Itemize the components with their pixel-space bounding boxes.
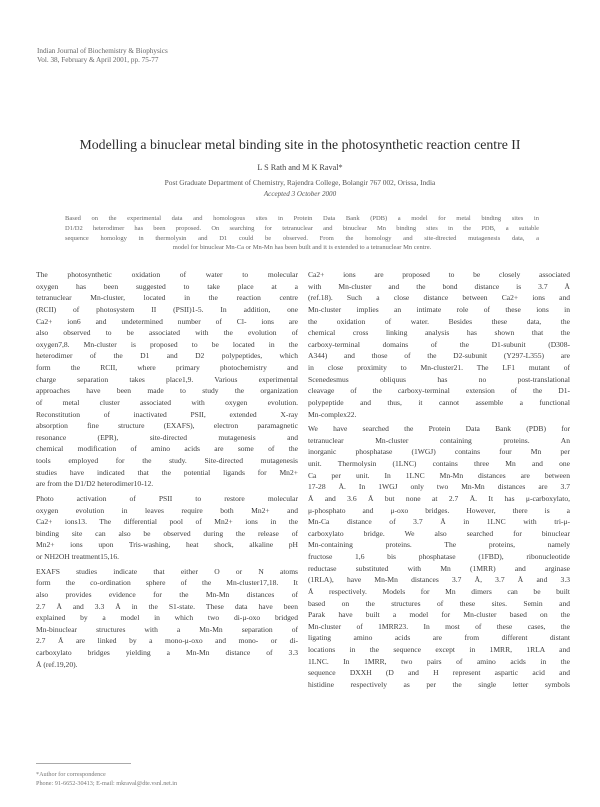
text-line: form the RCII, where primary photochemistry and	[36, 363, 298, 372]
journal-issue: Vol. 38, February & April 2001, pp. 75-77	[37, 56, 159, 65]
text-line: inorganic phosphatase (1WGJ) contains four Mn per	[308, 447, 570, 457]
abstract	[65, 214, 539, 253]
text-line: Mn-Ca distance of 3.7 Å in 1LNC with tri-μ-	[308, 517, 570, 527]
text-line: carboxylato bridge. We also searched for binuclear	[308, 528, 570, 538]
text-line: 1LNC. In 1MRR, two pairs of amino acids in the	[308, 656, 570, 666]
text-line: fructose 1,6 bis phosphatase (1FBD), ribonucleotide	[308, 552, 570, 561]
footnote-corresponding: *Author for correspondence	[36, 771, 106, 778]
text-line: (ref.18). Such a close distance between Ca2+ ions and	[308, 293, 570, 303]
text-line: based on the structures of these sites. Semin and	[308, 598, 570, 608]
text-line: heterodimer of the D1 and D2 polypeptides, which	[36, 351, 298, 361]
text-line: Mn-containing proteins. The proteins, namely	[308, 540, 570, 550]
abstract-line: Based on the experimental data and homologous sites in Protein Data Bank (PDB) a model for metal binding sites in	[65, 215, 539, 222]
text-line: carboxy-terminal domains of the D1-subunit (D308-	[308, 339, 570, 349]
text-line: or NH2OH treatment15,16.	[36, 552, 119, 561]
text-line: 17-28 Å. In 1WGJ only two Mn-Mn distances are 3.7	[308, 482, 570, 492]
text-line: sequence DXXH (D and H represent aspartic acid and	[308, 668, 570, 678]
body-column-left	[36, 269, 298, 670]
text-line: EXAFS studies indicate that either O or N atoms	[36, 566, 298, 576]
text-line: absorption fine structure (EXAFS), electron paramagnetic	[36, 421, 298, 431]
journal-header	[37, 47, 168, 66]
text-line: Mn-binuclear structures with a Mn-Mn separation of	[36, 624, 298, 634]
footnote-rule	[36, 763, 131, 764]
text-line: resonance (EPR), site-directed mutagenesis and	[36, 432, 298, 442]
text-line: Ca2+ ion6 and undetermined number of Cl- ions are	[36, 316, 298, 326]
abstract-line: D1/D2 heterodimer has been proposed. On searching for tetranuclear and binuclear Mn binding sites in the PDB, a suitable	[65, 224, 539, 232]
text-line: 2.7 Å and 3.3 Å in the S1-state. These data have been	[36, 601, 298, 611]
text-line: μ-phosphato and μ-oxo bridges. However, there is a	[308, 505, 570, 515]
text-line: tools employed for the study. Site-directed mutagenesis	[36, 456, 298, 465]
paper-authors: L S Rath and M K Raval*	[257, 163, 343, 172]
text-line: reductase substituted with Mn (1MRR) and arginase	[308, 563, 570, 573]
text-line: tetranuclear Mn-cluster, located in the reaction centre	[36, 293, 298, 303]
text-line: carboxylato bridges yielding a Mn-Mn distance of 3.3	[36, 648, 298, 657]
text-line: Ca2+ ions13. The differential pool of Mn2+ ions in the	[36, 517, 298, 527]
text-line: also provides evidence for the Mn-Mn distances of	[36, 589, 298, 599]
text-line: A344) and those of the D2-subunit (Y297-L355) are	[308, 351, 570, 361]
text-line: cleavage of the carboxy-terminal extension of the D1-	[308, 386, 570, 396]
text-line: Parak have built a model for Mn-cluster based on the	[308, 610, 570, 620]
text-line: charge separation takes place1,9. Various experimental	[36, 374, 298, 384]
text-line: Photo activation of PSII to restore molecular	[36, 493, 298, 503]
text-line: Å and 3.6 Å but none at 2.7 Å. It has μ-carboxylato,	[308, 493, 570, 503]
text-line: chemical modification of amino acids are some of the	[36, 444, 298, 454]
body-column-right	[308, 269, 570, 691]
text-line: Scenedesmus obliquus has no post-translational	[308, 374, 570, 384]
text-line: with Mn-cluster and the bond distance is 3.7 Å	[308, 281, 570, 291]
text-line: Ca per unit. In 1LNC Mn-Mn distances are between	[308, 470, 570, 480]
text-line: 2.7 Å are linked by a mono-μ-oxo and mono- or di-	[36, 636, 298, 646]
text-line: also observed to be associated with the evolution of	[36, 328, 298, 338]
text-line: Mn-cluster implies an intimate role of these ions in	[308, 304, 570, 314]
text-line: oxygen7,8. Mn-cluster is proposed to be located in the	[36, 339, 298, 349]
journal-name: Indian Journal of Biochemistry & Biophysics	[37, 47, 168, 55]
text-line: binding site can also be observed during the release of	[36, 528, 298, 538]
text-line: (RCII) of photosystem II (PSII)1-5. In addition, one	[36, 304, 298, 314]
text-line: studies have indicated that the potential ligands for Mn2+	[36, 467, 298, 477]
text-line: chemical cross linking analysis has shown that the	[308, 328, 570, 338]
text-line: ligating amino acids are from different distant	[308, 633, 570, 643]
text-line: polypeptide and thus, it cannot assemble a functional	[308, 397, 570, 407]
abstract-line: sequence homology in thermolysin and D1 could be observed. From the homology and site-directed mutagenesis data, a	[65, 234, 539, 242]
text-line: oxygen has been suggested to take place at a	[36, 281, 298, 291]
text-line: The photosynthetic oxidation of water to molecular	[36, 270, 298, 279]
text-line: Å (ref.19,20).	[36, 659, 78, 669]
text-line: tetranuclear Mn-cluster containing proteins. An	[308, 435, 570, 445]
abstract-line: model for binuclear Mn-Ca or Mn-Mn has been built and it is extended to a tetranuclear Mn centre.	[172, 244, 432, 252]
text-line: of metal cluster associated with oxygen evolution.	[36, 397, 298, 407]
text-line: Å respectively. Models for Mn dimers can be built	[308, 586, 570, 596]
text-line: in close proximity to Mn-cluster21. The LF1 mutant of	[308, 363, 570, 372]
text-line: Ca2+ ions are proposed to be closely associated	[308, 270, 570, 279]
text-line: form the co-ordination sphere of the Mn-cluster17,18. It	[36, 578, 298, 588]
text-line: approaches have been made to study the organization	[36, 386, 298, 396]
footnote	[36, 770, 177, 788]
text-line: are from the D1/D2 heterodimer10-12.	[36, 479, 154, 489]
paper-title: Modelling a binuclear metal binding site in the photosynthetic reaction centre II	[79, 137, 521, 152]
text-line: the oxidation of water. Besides these data, the	[308, 316, 570, 326]
text-line: locations in the sequence except in 1MRR, 1RLA and	[308, 645, 570, 654]
text-line: Mn-cluster of 1MRR23. In most of these cases, the	[308, 621, 570, 631]
text-line: Mn2+ ions upon Tris-washing, heat shock, alkaline pH	[36, 540, 298, 550]
text-line: Reconstitution of inactivated PSII, extended X-ray	[36, 409, 298, 419]
accepted-date: Accepted 3 October 2000	[263, 190, 337, 198]
text-line: Mn-complex22.	[308, 409, 357, 419]
text-line: explained by a model in which two di-μ-oxo bridged	[36, 613, 298, 623]
author-affiliation: Post Graduate Department of Chemistry, Rajendra College, Bolangir 767 002, Orissa, India	[164, 178, 436, 187]
text-line: (1RLA), have Mn-Mn distances 3.7 Å, 3.7 Å and 3.3	[308, 575, 570, 585]
text-line: histidine respectively as per the single letter symbols	[308, 679, 570, 689]
text-line: oxygen evolution in leaves require both Mn2+ and	[36, 505, 298, 515]
footnote-contact: Phone: 91-6652-30413; E-mail: mkraval@dte.vsnl.net.in	[36, 780, 178, 787]
text-line: unit. Thermolysin (1LNC) contains three Mn and one	[308, 459, 570, 468]
text-line: We have searched the Protein Data Bank (PDB) for	[308, 424, 570, 434]
